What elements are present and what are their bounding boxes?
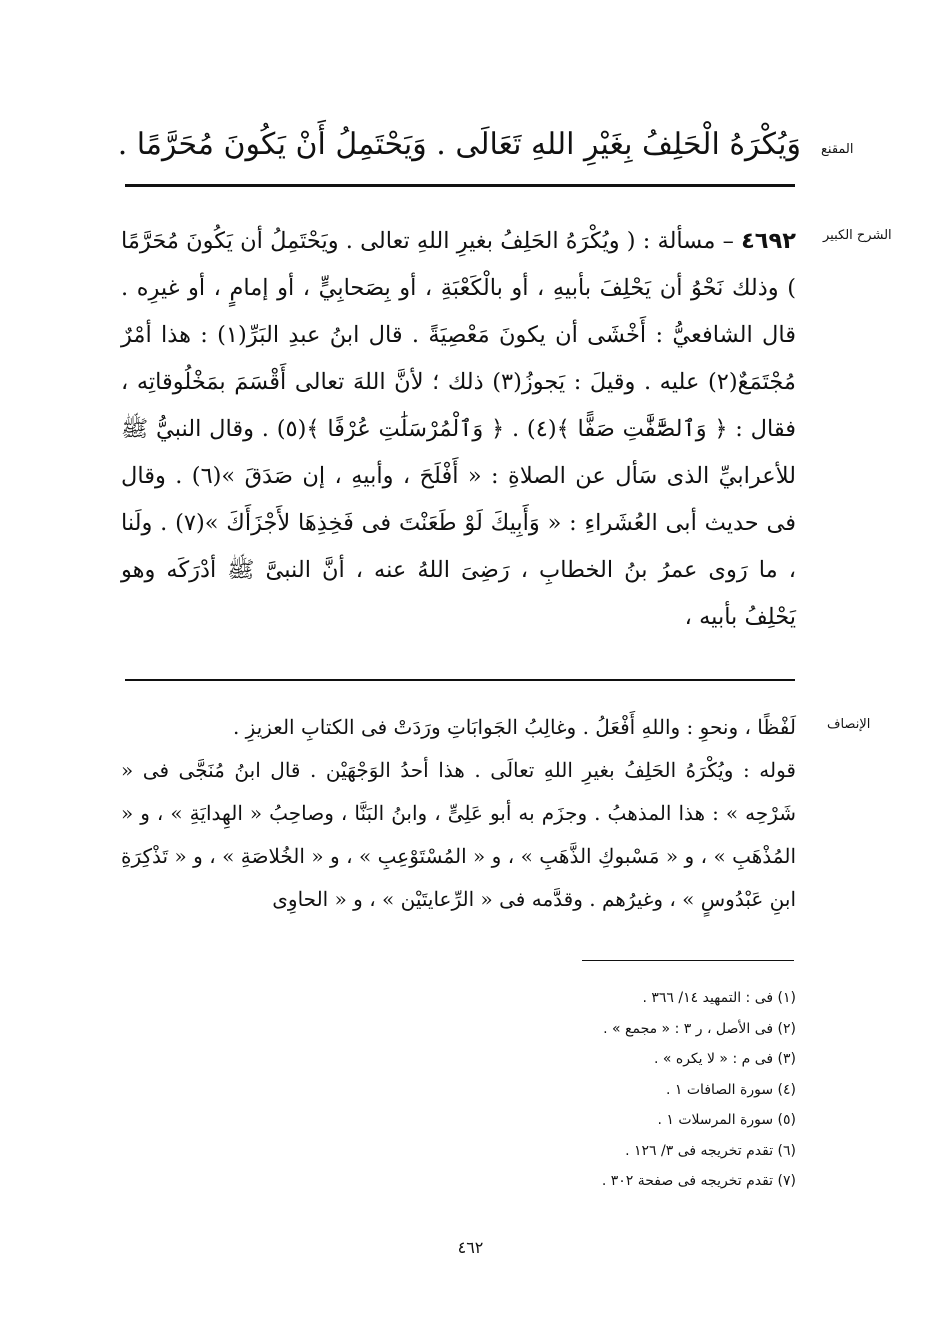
footnote: (٤) سورة الصافات ١ . [665,1081,796,1098]
insaf-paragraph: لَفْظًا ، ونحوِ : واللهِ أَفْعَلُ . وغالِبُ الجَوابَاتِ ورَدَتْ فى الكتابِ العزيزِ . [232,715,796,739]
footnote-divider [582,960,794,961]
section-label-sharh: الشرح الكبير [823,228,892,243]
page-number: ٤٦٢ [457,1238,484,1257]
footnote: (١) فى : التمهيد ١٤/ ٣٦٦ . [642,990,796,1006]
muqni-text: وَيُكْرَهُ الْحَلِفُ بِغَيْرِ اللهِ تَعَالَى . وَيَحْتَمِلُ أَنْ يَكُونَ مُحَرَّمًا . [117,127,801,162]
footnote: (٥) سورة المرسلات ١ . [657,1112,796,1128]
footnote: (٧) تقدم تخريجه فى صفحة ٣٠٢ . [601,1173,796,1189]
insaf-paragraph: قوله : ويُكْرَهُ الحَلِفُ بغيرِ اللهِ تعالَى . هذا أحدُ الوَجْهَيْن . قال ابنُ مُنَجَّى فى « شَرْحِه » : هذا المذهبُ . وجزَم به أبو عَلِىٍّ ، وابنُ البَنَّا ، وصاحِبُ « الهِدايَةِ » ، و « المُذْهَبِ » ، و « مَسْبوكِ الذَّهَبِ » ، و « المُسْتَوْعِبِ » ، و « الخُلاصَةِ » ، و « تَذْكِرَةِ ابنِ عَبْدُوسٍ » ، وغيرُهم . وقدَّمه فى « الرِّعايتَيْن » ، و « الحاوِى [121,758,796,911]
section-divider-top [125,184,795,187]
footnote: (٣) فى م : « لا يكره » . [653,1051,796,1067]
footnotes [296,983,796,1197]
section-label-insaf: الإنصاف [827,717,871,732]
section-divider-middle [125,679,795,681]
sharh-text [121,218,796,641]
section-label-muqni: المقنع [821,142,854,157]
footnote: (٦) تقدم تخريجه فى ٣/ ١٢٦ . [625,1142,796,1159]
sharh-body: – مسألة : ( ويُكْرَهُ الحَلِفُ بغيرِ اللهِ تعالى . ويَحْتَمِلُ أن يَكُونَ مُحَرَّمًا ) وذلك نَحْوُ أن يَحْلِفَ بأبيهِ ، أو بالْكَعْبَةِ ، أو بِصَحابِيٍّ ، أو إمامٍ ، أو غيرِه . قال الشافعيُّ : أَخْشَى أن يكونَ مَعْصِيَةً . قال ابنُ عبدِ البَرِّ(١) : هذا أمْرٌ مُجْتَمَعٌ(٢) عليه . وقيلَ : يَجوزُ(٣) ذلك ؛ لأنَّ اللهَ تعالى أَقْسَمَ بمَخْلُوقاتِه ، فقال : ﴿ وَٱلصَّٰٓفَّٰتِ صَفًّا ﴾(٤) . ﴿ وَٱلْمُرْسَلَٰتِ عُرْفًا ﴾(٥) . وقال النبيُّ ﷺ للأعرابيِّ الذى سَأل عن الصلاةِ : « أَفْلَحَ ، وأبيهِ ، إن صَدَقَ »(٦) . وقال فى حديث أبى العُشَراءِ : « وَأَبِيكَ لَوْ طَعَنْتَ فى فَخِذِهَا لأَجْزَأَكَ »(٧) . ولَنا ، ما رَوى عمرُ بنُ الخطابِ ، رَضِىَ اللهُ عنه ، أنَّ النبىَّ ﷺ أدْرَكَه وهو يَحْلِفُ بأبيه ، [121,228,797,630]
footnote: (٢) فى الأصل ، ر ٣ : « مجمع » . [603,1020,796,1037]
insaf-text [121,706,796,921]
entry-number: ٤٦٩٢ [741,228,796,254]
